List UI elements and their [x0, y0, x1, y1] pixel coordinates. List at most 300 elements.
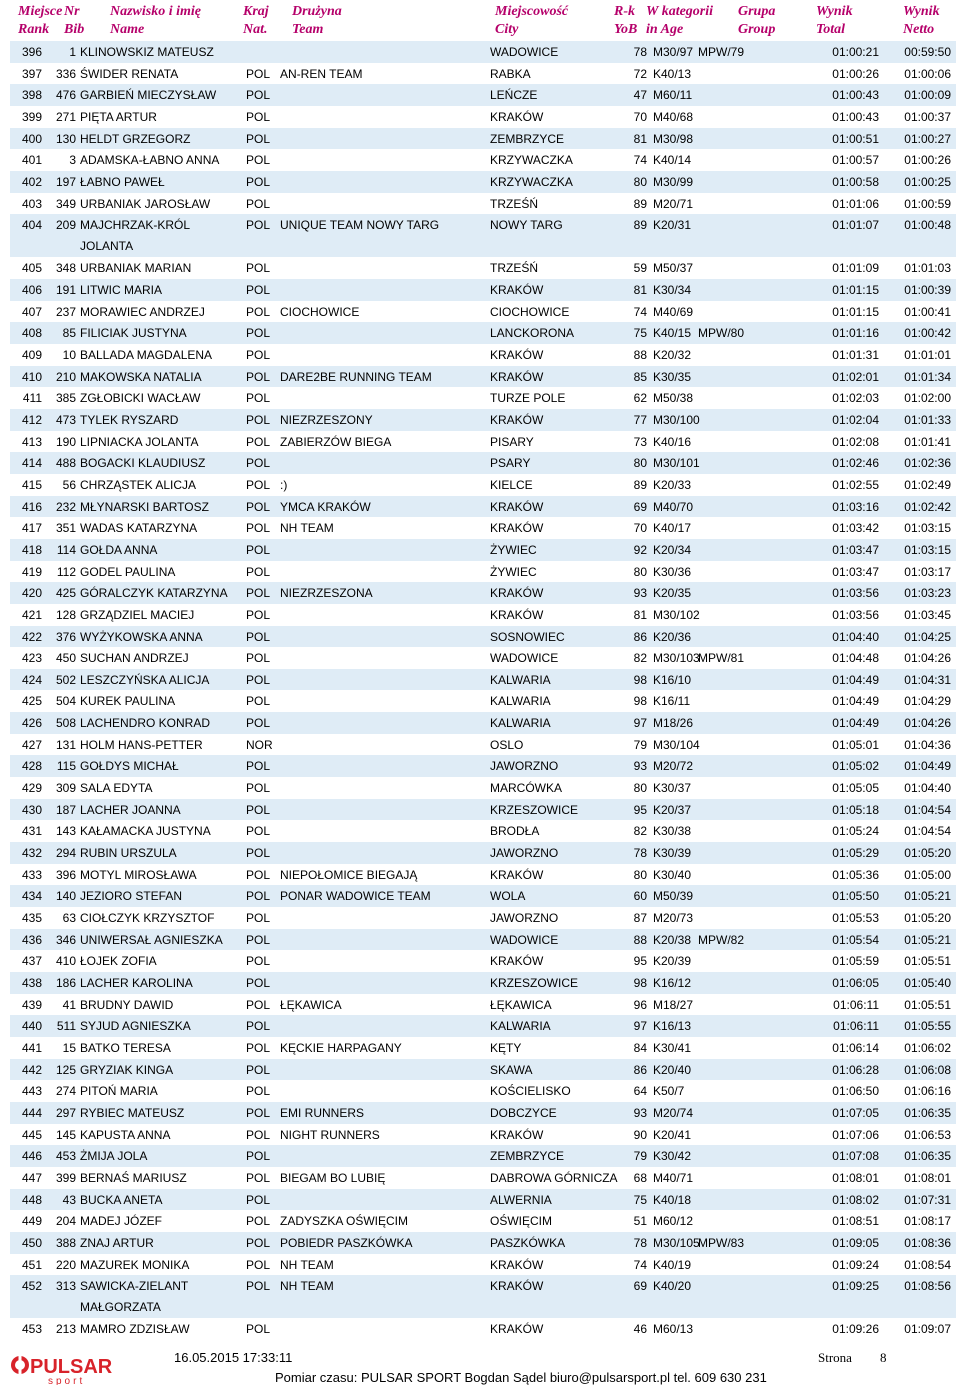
- cell-netto: 01:00:42: [904, 326, 951, 341]
- cell-yob: 98: [633, 694, 647, 709]
- table-row: [10, 1275, 956, 1318]
- cell-age: M30/101: [653, 456, 700, 471]
- cell-rank: 397: [21, 66, 42, 81]
- cell-bib: 349: [55, 196, 76, 211]
- table-row: [10, 409, 956, 431]
- cell-netto: 01:08:01: [904, 1171, 951, 1185]
- cell-age: K16/13: [653, 1019, 692, 1034]
- cell-city: TURZE POLE: [490, 391, 566, 406]
- cell-rank: 438: [21, 976, 42, 991]
- cell-netto: 01:00:06: [904, 66, 951, 81]
- cell-name: KUREK PAULINA: [80, 694, 176, 709]
- cell-rank: 427: [21, 737, 42, 752]
- cell-name: GARBIEŃ MIECZYSŁAW: [80, 88, 217, 103]
- cell-rank: 432: [21, 846, 42, 861]
- cell-city: NOWY TARG: [490, 218, 563, 233]
- cell-bib: 187: [55, 802, 76, 817]
- cell-rank: 413: [21, 434, 42, 449]
- cell-bib: 15: [62, 1041, 76, 1056]
- cell-name: ŻMIJA JOLA: [80, 1149, 148, 1164]
- cell-name: JEZIORO STEFAN: [80, 889, 183, 904]
- cell-age: M18/27: [653, 997, 694, 1012]
- cell-nat: POL: [246, 521, 271, 536]
- cell-yob: 64: [633, 1084, 647, 1099]
- cell-name: LITWIC MARIA: [80, 282, 163, 297]
- cell-name: RYBIEC MATEUSZ: [80, 1106, 185, 1121]
- cell-netto: 01:01:41: [904, 434, 951, 449]
- cell-name: PIĘTA ARTUR: [80, 109, 157, 124]
- cell-netto: 01:04:29: [904, 694, 951, 709]
- cell-rank: 441: [21, 1041, 42, 1056]
- cell-total: 01:01:15: [832, 282, 879, 297]
- cell-total: 01:07:05: [832, 1106, 879, 1121]
- cell-nat: POL: [246, 607, 271, 622]
- cell-team: CIOCHOWICE: [280, 304, 360, 319]
- table-row: [10, 1124, 956, 1146]
- cell-team: PONAR WADOWICE TEAM: [280, 889, 431, 904]
- cell-nat: POL: [246, 1171, 271, 1185]
- cell-total: 01:08:02: [832, 1192, 879, 1207]
- cell-city: ŻYWIEC: [490, 542, 537, 557]
- cell-yob: 92: [633, 542, 647, 557]
- cell-city: KRAKÓW: [490, 867, 544, 882]
- cell-total: 01:00:21: [832, 45, 879, 59]
- cell-total: 01:04:40: [832, 629, 879, 644]
- cell-bib: 399: [55, 1171, 76, 1185]
- cell-rank: 447: [21, 1171, 42, 1185]
- cell-age: K40/16: [653, 434, 692, 449]
- cell-bib: 131: [55, 737, 76, 752]
- table-row: [10, 950, 956, 972]
- cell-city: KRAKÓW: [490, 1279, 544, 1294]
- cell-bib: 473: [55, 412, 76, 427]
- cell-rank: 404: [21, 218, 42, 233]
- cell-age: M30/105: [653, 1235, 700, 1250]
- cell-total: 01:07:08: [832, 1149, 879, 1164]
- cell-city: KRAKÓW: [490, 499, 544, 514]
- cell-yob: 85: [633, 369, 647, 384]
- cell-bib: 145: [55, 1127, 76, 1142]
- cell-city: KĘTY: [490, 1041, 522, 1056]
- cell-netto: 01:05:21: [904, 932, 951, 947]
- cell-yob: 80: [633, 456, 647, 471]
- cell-rank: 417: [21, 521, 42, 536]
- cell-nat: POL: [246, 1084, 271, 1099]
- cell-name: GÓRALCZYK KATARZYNA: [80, 586, 228, 601]
- cell-age: M20/73: [653, 911, 694, 926]
- cell-bib: 385: [55, 391, 76, 406]
- cell-bib: 396: [55, 867, 76, 882]
- cell-team: POBIEDR PASZKÓWKA: [280, 1235, 413, 1250]
- cell-age: K40/14: [653, 153, 692, 168]
- cell-rank: 428: [21, 759, 42, 774]
- cell-city: WADOWICE: [490, 45, 559, 59]
- cell-netto: 01:04:54: [904, 802, 951, 817]
- cell-yob: 74: [633, 1257, 647, 1272]
- cell-rank: 415: [21, 477, 42, 492]
- cell-total: 01:00:26: [832, 66, 879, 81]
- table-row: [10, 561, 956, 583]
- cell-bib: 271: [55, 109, 76, 124]
- cell-bib: 10: [62, 347, 76, 362]
- cell-bib: 1: [69, 45, 76, 59]
- cell-netto: 01:00:48: [904, 218, 951, 233]
- cell-yob: 78: [633, 1235, 647, 1250]
- cell-city: ŻYWIEC: [490, 564, 537, 579]
- cell-group: MPW/82: [698, 932, 745, 947]
- cell-name: GOŁDA ANNA: [80, 542, 158, 557]
- table-row: [10, 864, 956, 886]
- table-row: [10, 972, 956, 994]
- cell-yob: 74: [633, 153, 647, 168]
- cell-bib: 297: [55, 1106, 76, 1121]
- cell-netto: 01:00:26: [904, 153, 951, 168]
- cell-netto: 01:08:56: [904, 1279, 951, 1294]
- cell-name: ZGŁOBICKI WACŁAW: [80, 391, 201, 406]
- table-row: [10, 193, 956, 215]
- cell-yob: 93: [633, 1106, 647, 1121]
- table-row: [10, 799, 956, 821]
- cell-netto: 01:06:02: [904, 1041, 951, 1056]
- cell-yob: 70: [633, 521, 647, 536]
- cell-total: 01:03:47: [832, 564, 879, 579]
- cell-total: 01:03:16: [832, 499, 879, 514]
- cell-age: K30/35: [653, 369, 692, 384]
- cell-city: OŚWIĘCIM: [490, 1214, 552, 1229]
- column-header-rank: Rank: [18, 22, 50, 37]
- cell-name: LACHENDRO KONRAD: [80, 716, 211, 731]
- cell-total: 01:01:31: [832, 347, 879, 362]
- cell-nat: POL: [246, 412, 271, 427]
- cell-age: K40/20: [653, 1279, 692, 1294]
- cell-nat: POL: [246, 1257, 271, 1272]
- cell-bib: 56: [62, 477, 76, 492]
- cell-name: GODEL PAULINA: [80, 564, 176, 579]
- cell-name: BERNAŚ MARIUSZ: [80, 1171, 187, 1185]
- cell-nat: POL: [246, 889, 271, 904]
- cell-rank: 453: [21, 1322, 42, 1337]
- cell-city: MARCÓWKA: [490, 781, 562, 796]
- cell-total: 01:02:01: [832, 369, 879, 384]
- cell-yob: 51: [633, 1214, 647, 1229]
- cell-team: NIGHT RUNNERS: [280, 1127, 380, 1142]
- cell-city: LANCKORONA: [490, 326, 575, 341]
- cell-city: KOŚCIELISKO: [490, 1084, 571, 1099]
- cell-rank: 429: [21, 781, 42, 796]
- cell-bib: 476: [55, 88, 76, 103]
- cell-group: MPW/81: [698, 651, 745, 666]
- cell-team: YMCA KRAKÓW: [280, 499, 371, 514]
- cell-city: PSARY: [490, 456, 531, 471]
- cell-yob: 75: [633, 326, 647, 341]
- cell-bib: 313: [55, 1279, 76, 1294]
- cell-name: KAŁAMACKA JUSTYNA: [80, 824, 211, 839]
- cell-netto: 01:01:33: [904, 412, 951, 427]
- cell-city: KRAKÓW: [490, 369, 544, 384]
- table-row: [10, 106, 956, 128]
- cell-city: ZEMBRZYCE: [490, 131, 565, 146]
- cell-total: 01:01:15: [832, 304, 879, 319]
- cell-rank: 420: [21, 586, 42, 601]
- column-header-city: Miejscowość: [495, 4, 569, 19]
- cell-total: 01:03:42: [832, 521, 879, 536]
- table-row: [10, 1189, 956, 1211]
- table-row: [10, 366, 956, 388]
- table-row: [10, 734, 956, 756]
- cell-netto: 01:01:01: [904, 347, 951, 362]
- svg-text:PULSAR: PULSAR: [30, 1356, 113, 1378]
- cell-netto: 01:06:53: [904, 1127, 951, 1142]
- cell-rank: 446: [21, 1149, 42, 1164]
- cell-name: LACHER KAROLINA: [80, 976, 193, 991]
- cell-nat: POL: [246, 456, 271, 471]
- cell-total: 01:04:49: [832, 672, 879, 687]
- cell-rank: 425: [21, 694, 42, 709]
- cell-total: 01:05:01: [832, 737, 879, 752]
- cell-team: NIEZRZESZONY: [280, 412, 373, 427]
- cell-age: M20/74: [653, 1106, 694, 1121]
- cell-bib: 204: [55, 1214, 76, 1229]
- cell-rank: 399: [21, 109, 42, 124]
- column-header-name: Name: [110, 22, 145, 37]
- cell-city: KRAKÓW: [490, 521, 544, 536]
- cell-rank: 426: [21, 716, 42, 731]
- cell-nat: POL: [246, 218, 271, 233]
- cell-age: K30/40: [653, 867, 692, 882]
- cell-netto: 01:06:35: [904, 1149, 951, 1164]
- cell-yob: 88: [633, 347, 647, 362]
- table-row: [10, 1102, 956, 1124]
- cell-rank: 409: [21, 347, 42, 362]
- cell-age: K20/32: [653, 347, 692, 362]
- cell-name: GRYZIAK KINGA: [80, 1062, 174, 1077]
- cell-team: ZADYSZKA OŚWIĘCIM: [280, 1214, 409, 1229]
- cell-city: DABROWA GÓRNICZA: [490, 1171, 618, 1185]
- cell-nat: POL: [246, 954, 271, 969]
- table-row: [10, 431, 956, 453]
- cell-team: NH TEAM: [280, 1279, 334, 1294]
- cell-nat: POL: [246, 88, 271, 103]
- cell-rank: 436: [21, 932, 42, 947]
- cell-group: MPW/79: [698, 45, 745, 59]
- print-datetime: 16.05.2015 17:33:11: [174, 1350, 293, 1365]
- cell-total: 01:01:07: [832, 218, 879, 233]
- cell-name: ŚWIDER RENATA: [80, 66, 179, 81]
- cell-yob: 78: [633, 846, 647, 861]
- cell-age: K30/39: [653, 846, 692, 861]
- cell-total: 01:04:49: [832, 716, 879, 731]
- cell-age: K20/34: [653, 542, 692, 557]
- cell-name: URBANIAK JAROSŁAW: [80, 196, 211, 211]
- cell-city: KALWARIA: [490, 694, 551, 709]
- cell-netto: 01:04:25: [904, 629, 951, 644]
- cell-netto: 01:05:20: [904, 911, 951, 926]
- cell-rank: 440: [21, 1019, 42, 1034]
- cell-bib: 274: [55, 1084, 76, 1099]
- cell-yob: 88: [633, 932, 647, 947]
- cell-age: M30/104: [653, 737, 700, 752]
- cell-netto: 01:06:16: [904, 1084, 951, 1099]
- cell-bib: 220: [55, 1257, 76, 1272]
- cell-city: KRAKÓW: [490, 109, 544, 124]
- cell-nat: POL: [246, 66, 271, 81]
- table-row: [10, 128, 956, 150]
- cell-name: WYŻYKOWSKA ANNA: [80, 629, 203, 644]
- cell-age: K20/33: [653, 477, 692, 492]
- cell-bib: 336: [55, 66, 76, 81]
- cell-total: 01:03:56: [832, 586, 879, 601]
- cell-city: OSLO: [490, 737, 524, 752]
- cell-bib: 41: [62, 997, 76, 1012]
- cell-name: BOGACKI KLAUDIUSZ: [80, 456, 206, 471]
- cell-total: 01:03:47: [832, 542, 879, 557]
- cell-city: KALWARIA: [490, 672, 551, 687]
- cell-name: SAWICKA-ZIELANT: [80, 1279, 189, 1294]
- cell-team: DARE2BE RUNNING TEAM: [280, 369, 432, 384]
- cell-yob: 80: [633, 781, 647, 796]
- cell-city: JAWORZNO: [490, 759, 559, 774]
- cell-netto: 01:04:26: [904, 651, 951, 666]
- table-row: [10, 279, 956, 301]
- table-row: [10, 1254, 956, 1276]
- cell-rank: 422: [21, 629, 42, 644]
- cell-netto: 01:05:20: [904, 846, 951, 861]
- cell-total: 01:04:49: [832, 694, 879, 709]
- cell-netto: 01:08:17: [904, 1214, 951, 1229]
- cell-nat: POL: [246, 174, 271, 189]
- cell-team: :): [280, 477, 288, 492]
- cell-total: 01:02:03: [832, 391, 879, 406]
- cell-netto: 01:04:31: [904, 672, 951, 687]
- cell-name: ŁABNO PAWEŁ: [80, 174, 165, 189]
- cell-bib: 348: [55, 261, 76, 276]
- table-row: [10, 1232, 956, 1254]
- cell-age: K30/41: [653, 1041, 692, 1056]
- table-row: [10, 171, 956, 193]
- cell-netto: 01:07:31: [904, 1192, 951, 1207]
- cell-rank: 444: [21, 1106, 42, 1121]
- cell-bib: 309: [55, 781, 76, 796]
- cell-age: K30/36: [653, 564, 692, 579]
- cell-bib: 186: [55, 976, 76, 991]
- cell-name: SYJUD AGNIESZKA: [80, 1019, 191, 1034]
- cell-yob: 89: [633, 477, 647, 492]
- cell-total: 01:03:56: [832, 607, 879, 622]
- cell-age: M40/71: [653, 1171, 694, 1185]
- column-header-nat: Nat.: [243, 22, 268, 37]
- cell-total: 01:00:43: [832, 109, 879, 124]
- cell-bib: 453: [55, 1149, 76, 1164]
- cell-name: BRUDNY DAWID: [80, 997, 174, 1012]
- column-header-yob: YoB: [614, 22, 638, 37]
- cell-city: KRAKÓW: [490, 607, 544, 622]
- cell-team: NH TEAM: [280, 1257, 334, 1272]
- cell-rank: 401: [21, 153, 42, 168]
- cell-netto: 01:03:15: [904, 542, 951, 557]
- cell-rank: 418: [21, 542, 42, 557]
- cell-yob: 98: [633, 976, 647, 991]
- cell-age: K30/42: [653, 1149, 692, 1164]
- cell-rank: 433: [21, 867, 42, 882]
- cell-netto: 01:08:54: [904, 1257, 951, 1272]
- cell-age: M30/103: [653, 651, 700, 666]
- table-row: [10, 301, 956, 323]
- page-footer: [0, 1346, 960, 1389]
- cell-nat: POL: [246, 1235, 271, 1250]
- cell-name: SUCHAN ANDRZEJ: [80, 651, 189, 666]
- table-row: [10, 257, 956, 279]
- table-row: [10, 474, 956, 496]
- column-header-team: Drużyna: [292, 4, 342, 19]
- cell-team: ŁĘKAWICA: [280, 997, 342, 1012]
- cell-rank: 431: [21, 824, 42, 839]
- cell-netto: 01:04:26: [904, 716, 951, 731]
- column-header-nat: Kraj: [243, 4, 269, 19]
- cell-name: CIOŁCZYK KRZYSZTOF: [80, 911, 215, 926]
- cell-age: K50/7: [653, 1084, 685, 1099]
- cell-age: K40/18: [653, 1192, 692, 1207]
- cell-nat: POL: [246, 997, 271, 1012]
- cell-bib: 410: [55, 954, 76, 969]
- cell-name: MOTYL MIROSŁAWA: [80, 867, 197, 882]
- cell-team: EMI RUNNERS: [280, 1106, 365, 1121]
- cell-group: MPW/80: [698, 326, 745, 341]
- table-row: [10, 1059, 956, 1081]
- cell-yob: 72: [633, 66, 647, 81]
- table-row: [10, 582, 956, 604]
- cell-netto: 01:04:40: [904, 781, 951, 796]
- cell-age: M30/102: [653, 607, 700, 622]
- column-header-age: in Age: [646, 22, 684, 37]
- cell-city: KRAKÓW: [490, 1127, 544, 1142]
- cell-rank: 414: [21, 456, 42, 471]
- cell-age: M50/38: [653, 391, 694, 406]
- column-header-name: Nazwisko i imię: [110, 4, 202, 19]
- cell-nat: POL: [246, 1279, 271, 1294]
- cell-age: M50/39: [653, 889, 694, 904]
- cell-yob: 62: [633, 391, 647, 406]
- cell-rank: 450: [21, 1235, 42, 1250]
- cell-total: 01:05:02: [832, 759, 879, 774]
- cell-nat: POL: [246, 911, 271, 926]
- table-row: [10, 84, 956, 106]
- table-row: [10, 1145, 956, 1167]
- cell-city: KRZESZOWICE: [490, 802, 579, 817]
- cell-city: CIOCHOWICE: [490, 304, 570, 319]
- cell-age: M50/37: [653, 261, 694, 276]
- cell-bib: 237: [55, 304, 76, 319]
- cell-rank: 400: [21, 131, 42, 146]
- cell-city: ALWERNIA: [490, 1192, 552, 1207]
- column-header-group: Grupa: [738, 4, 776, 19]
- cell-age: K20/39: [653, 954, 692, 969]
- cell-bib: 450: [55, 651, 76, 666]
- cell-yob: 60: [633, 889, 647, 904]
- table-row: [10, 842, 956, 864]
- cell-netto: 01:00:25: [904, 174, 951, 189]
- cell-nat: POL: [246, 1062, 271, 1077]
- svg-text:sport: sport: [48, 1376, 86, 1385]
- cell-total: 01:05:50: [832, 889, 879, 904]
- cell-netto: 01:04:36: [904, 737, 951, 752]
- table-row: [10, 344, 956, 366]
- cell-name: HOLM HANS-PETTER: [80, 737, 203, 752]
- cell-rank: 435: [21, 911, 42, 926]
- cell-bib: 425: [55, 586, 76, 601]
- cell-yob: 47: [633, 88, 647, 103]
- cell-total: 01:09:24: [832, 1257, 879, 1272]
- cell-netto: 01:03:17: [904, 564, 951, 579]
